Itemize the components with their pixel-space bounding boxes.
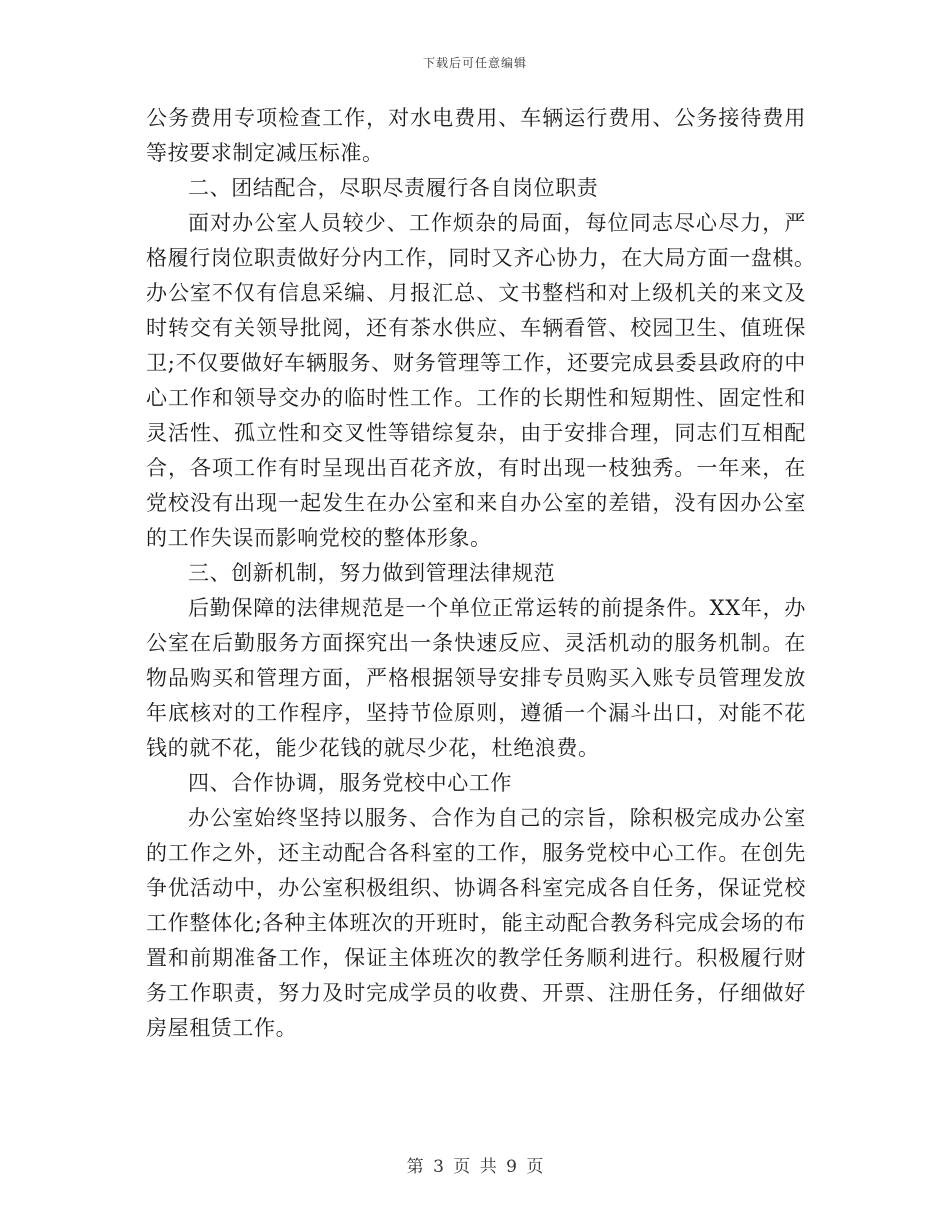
section-heading: 二、团结配合，尽职尽责履行各自岗位职责 (188, 176, 599, 200)
text-line: 合，各项工作有时呈现出百花齐放，有时出现一枝独秀。一年来，在 (146, 456, 806, 480)
text-line: 党校没有出现一起发生在办公室和来自办公室的差错，没有因办公室 (146, 491, 806, 515)
section-heading: 三、创新机制，努力做到管理法律规范 (188, 561, 556, 585)
text-line: 后勤保障的法律规范是一个单位正常运转的前提条件。XX年，办 (188, 596, 806, 620)
document-body (146, 101, 816, 1046)
text-line: 公务费用专项检查工作，对水电费用、车辆运行费用、公务接待费用 (146, 106, 806, 130)
text-line: 公室在后勤服务方面探究出一条快速反应、灵活机动的服务机制。在 (146, 631, 806, 655)
text-line: 房屋租赁工作。 (146, 1016, 298, 1040)
page-number-footer: 第 3 页 共 9 页 (406, 1157, 544, 1177)
text-line: 灵活性、孤立性和交叉性等错综复杂，由于安排合理，同志们互相配 (146, 421, 806, 445)
text-line: 面对办公室人员较少、工作烦杂的局面，每位同志尽心尽力，严 (188, 211, 806, 235)
text-line: 办公室始终坚持以服务、合作为自己的宗旨，除积极完成办公室 (188, 806, 806, 830)
text-line: 物品购买和管理方面，严格根据领导安排专员购买入账专员管理发放 (146, 666, 806, 690)
text-line: 办公室不仅有信息采编、月报汇总、文书整档和对上级机关的来文及 (146, 281, 806, 305)
text-line: 年底核对的工作程序，坚持节俭原则，遵循一个漏斗出口，对能不花 (146, 701, 806, 725)
text-line: 卫;不仅要做好车辆服务、财务管理等工作，还要完成县委县政府的中 (146, 351, 806, 375)
text-line: 心工作和领导交办的临时性工作。工作的长期性和短期性、固定性和 (146, 386, 806, 410)
section-heading: 四、合作协调，服务党校中心工作 (188, 771, 512, 795)
text-line: 争优活动中，办公室积极组织、协调各科室完成各自任务，保证党校 (146, 876, 806, 900)
text-line: 务工作职责，努力及时完成学员的收费、开票、注册任务，仔细做好 (146, 981, 806, 1005)
text-line: 的工作之外，还主动配合各科室的工作，服务党校中心工作。在创先 (146, 841, 806, 865)
text-line: 格履行岗位职责做好分内工作，同时又齐心协力，在大局方面一盘棋。 (146, 246, 816, 270)
text-line: 等按要求制定减压标准。 (146, 141, 384, 165)
page-header: 下载后可任意编辑 (422, 56, 527, 70)
text-line: 时转交有关领导批阅，还有茶水供应、车辆看管、校园卫生、值班保 (146, 316, 806, 340)
text-line: 钱的就不花，能少花钱的就尽少花，杜绝浪费。 (146, 736, 600, 760)
text-line: 工作整体化;各种主体班次的开班时，能主动配合教务科完成会场的布 (146, 911, 806, 935)
text-line: 的工作失误而影响党校的整体形象。 (146, 526, 492, 550)
text-line: 置和前期准备工作，保证主体班次的教学任务顺利进行。积极履行财 (146, 946, 806, 970)
